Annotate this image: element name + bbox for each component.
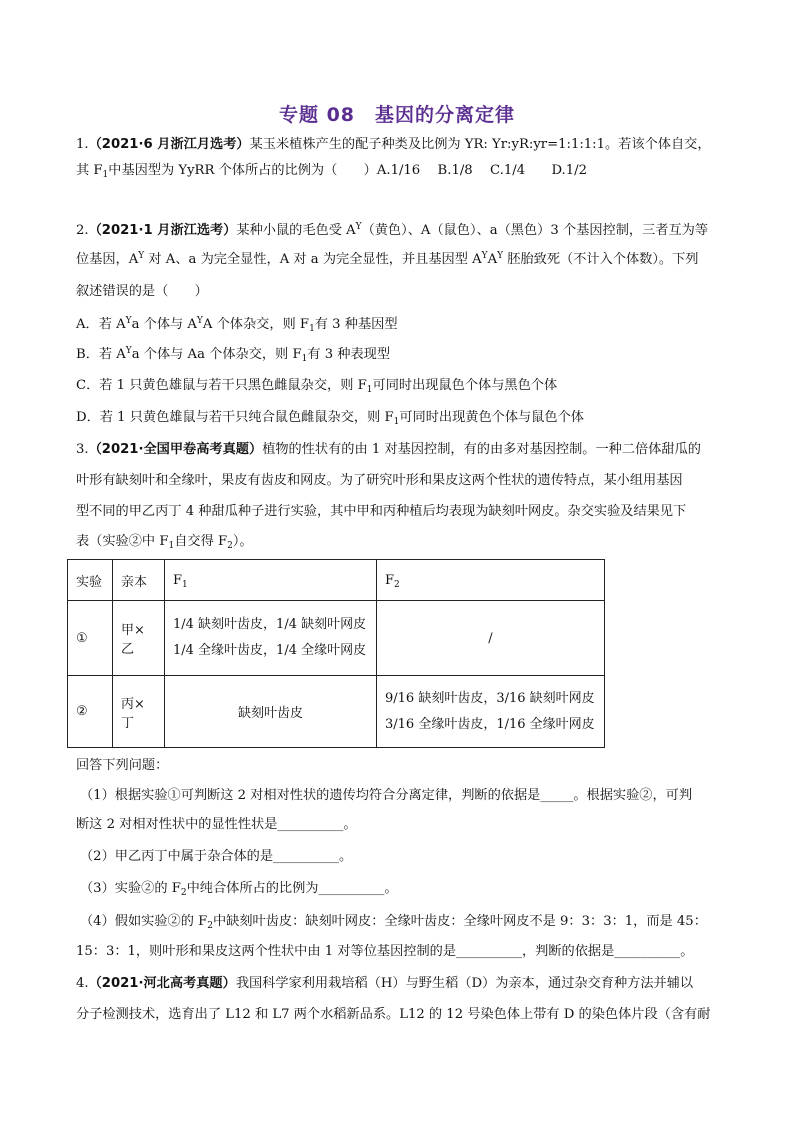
f1-label: F: [173, 572, 183, 588]
q2-sup: Y: [125, 316, 132, 326]
q2-option-c: [76, 376, 726, 396]
q3-line-1: [76, 440, 726, 460]
row1-f2: /: [377, 601, 605, 676]
q3-text: 中缺刻叶齿皮：缺刻叶网皮：全缘叶齿皮：全缘叶网皮不是 9：3：3：1，而是 45：: [212, 914, 707, 929]
q3-part1-line-2: 断这 2 对相对性状中的显性性状是__________。: [76, 817, 357, 832]
q2-text: （黄色）、A（鼠色）、a（黑色）3 个基因控制，三者互为等: [361, 223, 709, 238]
row1-f1: [165, 601, 377, 676]
f1-sub: 1: [182, 579, 188, 590]
q2-text: 某种小鼠的毛色受 A: [236, 223, 356, 238]
q3-text: （4）假如实验②的 F: [80, 914, 208, 929]
q3-part4-line-1: [80, 912, 730, 932]
f2-sub: 2: [394, 579, 400, 590]
header-exp: 实验: [68, 560, 113, 601]
q4-text: 我国科学家利用栽培稻（H）与野生稻（D）为亲本，通过杂交育种方法并辅以: [235, 976, 694, 991]
row2-parent: 丙×丁: [113, 676, 165, 748]
header-f1: [165, 560, 377, 601]
q2-sup: Y: [497, 251, 504, 261]
q4-line-2: 分子检测技术，选育出了 L12 和 L7 两个水稻新品系。L12 的 12 号染色体上带有 D 的染色体片段（含有耐: [76, 1007, 711, 1022]
q3-part4-line-2: 15：3：1，则叶形和果皮这两个性状中由 1 对等位基因控制的是__________，判断的依据是__________。: [76, 944, 694, 959]
q3-sub: 2: [207, 921, 213, 931]
q3-part2: （2）甲乙丙丁中属于杂合体的是__________。: [80, 849, 353, 864]
q3-sub: 2: [227, 541, 233, 551]
q1-number: 1.: [76, 137, 89, 152]
q2-sub: 1: [393, 417, 400, 427]
q2-text: 可同时出现黄色个体与鼠色个体: [399, 410, 584, 425]
q3-text: 中纯合体所占的比例为__________。: [186, 881, 398, 896]
page-title: 专题 08 基因的分离定律: [278, 104, 516, 126]
q3-sub: 1: [168, 541, 175, 551]
q2-text: A 个体杂交，则 F: [202, 317, 310, 332]
q2-line-3: 叙述错误的是（ ）: [76, 284, 208, 299]
q2-text: A．若 A: [76, 317, 126, 332]
q2-sub: 1: [309, 324, 315, 334]
q2-text: 位基因，A: [76, 252, 139, 267]
q3-text: ）。: [232, 534, 253, 549]
row1-parent: 甲×乙: [113, 601, 165, 676]
q1-text-b: 其 F: [76, 163, 103, 178]
row1-f1-line: 1/4 全缘叶齿皮，1/4 全缘叶网皮: [173, 643, 367, 658]
q3-text: 自交得 F: [174, 534, 228, 549]
q2-text: D．若 1 只黄色雄鼠与若干只纯合鼠色雌鼠杂交，则 F: [76, 410, 394, 425]
q2-text: 有 3 种表现型: [307, 347, 391, 362]
q3-part1-line-1: （1）根据实验①可判断这 2 对相对性状的遗传均符合分离定律，判断的依据是_____。根据实验②，可判: [80, 788, 693, 803]
q3-part3: [80, 879, 730, 899]
q1-text-a: 某玉米植株产生的配子种类及比例为 YR: Yr:yR:yr=1:1:1:1。若该个体自交，: [249, 137, 711, 152]
q2-sub: 1: [366, 385, 373, 395]
q2-text: B．若 A: [76, 347, 126, 362]
table-header-row: [68, 560, 605, 601]
experiment-table: [67, 559, 605, 748]
q2-line-2: [76, 250, 726, 270]
q3-line-4: [76, 532, 726, 552]
row2-f2-line: 9/16 缺刻叶齿皮，3/16 缺刻叶网皮: [385, 690, 595, 706]
q2-option-a: [76, 315, 726, 335]
q2-text: 胚胎致死（不计入个体数）。下列: [503, 252, 699, 267]
q2-sub: 1: [301, 354, 308, 364]
q3-line-3: 型不同的甲乙丙丁 4 种甜瓜种子进行实验，其中甲和丙种植后均表现为缺刻叶网皮。杂交实验及结果见下: [76, 504, 687, 519]
q2-sup: Y: [355, 222, 362, 232]
q3-source: （2021·全国甲卷高考真题）: [88, 442, 263, 457]
q2-text: C．若 1 只黄色雄鼠与若干只黑色雌鼠杂交，则 F: [76, 378, 367, 393]
q2-source: （2021·1 月浙江选考）: [88, 223, 237, 238]
q2-text: 有 3 种基因型: [314, 317, 398, 332]
q2-number: 2.: [76, 223, 89, 238]
q3-text: （3）实验②的 F: [80, 881, 181, 896]
q1-text-c: 中基因型为 YyRR 个体所占的比例为（ ）A.1/16 B.1/8 C.1/4 D.1/2: [108, 163, 587, 178]
q2-sup: Y: [125, 346, 132, 356]
row2-f2-line: 3/16 全缘叶齿皮，1/16 全缘叶网皮: [385, 716, 595, 732]
row2-exp: ②: [68, 676, 113, 748]
q2-option-d: [76, 408, 726, 428]
q4-line-1: [76, 974, 726, 994]
header-parent: 亲本: [113, 560, 165, 601]
q2-text: a 个体与 A: [131, 317, 197, 332]
q1-line-2: [76, 161, 726, 181]
q1-source: （2021·6 月浙江月选考）: [88, 137, 250, 152]
q2-sup: Y: [196, 316, 203, 326]
q2-line-1: [76, 221, 726, 241]
answer-intro: 回答下列问题：: [76, 758, 169, 773]
q3-line-2: 叶形有缺刻叶和全缘叶，果皮有齿皮和网皮。为了研究叶形和果皮这两个性状的遗传特点，某小组用基因: [76, 473, 683, 488]
table-row: [68, 676, 605, 748]
q2-text: 可同时出现鼠色个体与黑色个体: [372, 378, 558, 393]
q1-sub: 1: [102, 170, 109, 180]
q3-text: 植物的性状有的由 1 对基因控制，有的由多对基因控制。一种二倍体甜瓜的: [262, 442, 701, 457]
header-f2: [377, 560, 605, 601]
table-row: [68, 601, 605, 676]
q2-option-b: [76, 345, 726, 365]
q2-sup: Y: [481, 251, 488, 261]
q2-sup: Y: [138, 251, 145, 261]
q2-text: A: [487, 252, 498, 267]
row2-f1: 缺刻叶齿皮: [165, 676, 377, 748]
row1-exp: ①: [68, 601, 113, 676]
f2-label: F: [385, 572, 395, 588]
q4-number: 4.: [76, 976, 89, 991]
q3-number: 3.: [76, 442, 89, 457]
q3-sub: 2: [180, 888, 187, 898]
q2-text: 对 A、a 为完全显性，A 对 a 为完全显性，并且基因型 A: [144, 252, 482, 267]
q3-text: 表（实验②中 F: [76, 534, 169, 549]
row1-f1-line: 1/4 缺刻叶齿皮，1/4 缺刻叶网皮: [173, 617, 367, 632]
row2-f2: [377, 676, 605, 748]
q2-text: a 个体与 Aa 个体杂交，则 F: [131, 347, 302, 362]
q1-line-1: [76, 135, 726, 155]
q4-source: （2021·河北高考真题）: [88, 976, 236, 991]
